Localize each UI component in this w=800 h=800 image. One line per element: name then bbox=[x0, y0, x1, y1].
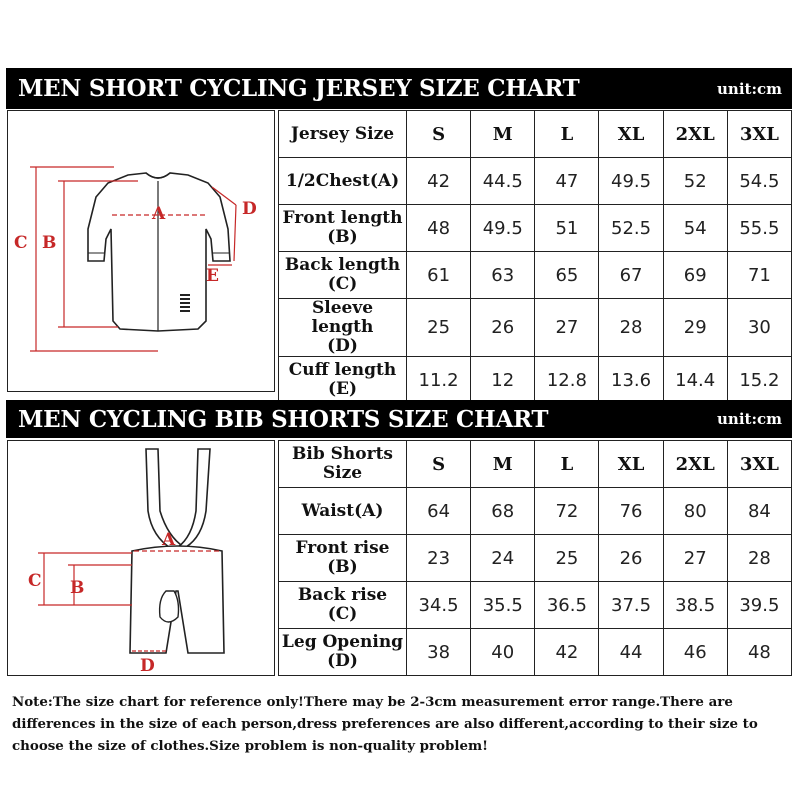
table-cell: 52 bbox=[663, 158, 727, 205]
table-cell: 38 bbox=[407, 629, 471, 676]
table-row bbox=[279, 252, 792, 299]
table-cell: 67 bbox=[599, 252, 663, 299]
table-cell: 36.5 bbox=[535, 582, 599, 629]
table-header-row bbox=[279, 111, 792, 158]
jersey-illustration bbox=[8, 111, 274, 391]
table-cell: 46 bbox=[663, 629, 727, 676]
bib-chart-title: MEN CYCLING BIB SHORTS SIZE CHART bbox=[18, 405, 549, 433]
table-cell: 71 bbox=[727, 252, 791, 299]
table-cell: 39.5 bbox=[727, 582, 791, 629]
size-header: 3XL bbox=[727, 441, 791, 488]
size-header: XL bbox=[599, 111, 663, 158]
jersey-size-header: Jersey Size bbox=[279, 111, 407, 158]
table-row bbox=[279, 205, 792, 252]
table-cell: 69 bbox=[663, 252, 727, 299]
table-row bbox=[279, 158, 792, 205]
table-cell: 44.5 bbox=[471, 158, 535, 205]
table-cell: 42 bbox=[535, 629, 599, 676]
row-label: Leg Opening (D) bbox=[279, 629, 407, 676]
table-cell: 34.5 bbox=[407, 582, 471, 629]
table-cell: 49.5 bbox=[471, 205, 535, 252]
table-cell: 51 bbox=[535, 205, 599, 252]
size-header: S bbox=[407, 441, 471, 488]
row-label: Back length (C) bbox=[279, 252, 407, 299]
jersey-label-c: C bbox=[14, 233, 28, 253]
table-cell: 40 bbox=[471, 629, 535, 676]
table-row bbox=[279, 535, 792, 582]
table-cell: 47 bbox=[535, 158, 599, 205]
bib-label-a: A bbox=[162, 530, 176, 550]
bib-chamois bbox=[160, 591, 179, 622]
note-line: Note:The size chart for reference only!There may be 2-3cm measurement error range.There are bbox=[12, 694, 733, 710]
table-row bbox=[279, 299, 792, 357]
table-cell: 84 bbox=[727, 488, 791, 535]
table-cell: 12.8 bbox=[535, 357, 599, 404]
jersey-unit-label: unit:cm bbox=[717, 79, 782, 98]
size-header: S bbox=[407, 111, 471, 158]
table-cell: 76 bbox=[599, 488, 663, 535]
table-cell: 28 bbox=[599, 299, 663, 357]
row-label: Waist(A) bbox=[279, 488, 407, 535]
table-cell: 26 bbox=[471, 299, 535, 357]
table-cell: 80 bbox=[663, 488, 727, 535]
table-cell: 12 bbox=[471, 357, 535, 404]
row-label: Back rise (C) bbox=[279, 582, 407, 629]
table-cell: 44 bbox=[599, 629, 663, 676]
table-cell: 25 bbox=[535, 535, 599, 582]
jersey-size-table bbox=[278, 110, 792, 404]
row-label: Front length (B) bbox=[279, 205, 407, 252]
table-cell: 63 bbox=[471, 252, 535, 299]
row-label: Cuff length (E) bbox=[279, 357, 407, 404]
bib-label-b: B bbox=[70, 578, 85, 598]
row-label: 1/2Chest(A) bbox=[279, 158, 407, 205]
bib-illustration bbox=[8, 441, 274, 675]
note-line: choose the size of clothes.Size problem is non-quality problem! bbox=[12, 738, 489, 754]
table-cell: 25 bbox=[407, 299, 471, 357]
table-cell: 55.5 bbox=[727, 205, 791, 252]
table-row bbox=[279, 629, 792, 676]
table-cell: 30 bbox=[727, 299, 791, 357]
table-cell: 14.4 bbox=[663, 357, 727, 404]
jersey-label-e: E bbox=[206, 266, 219, 286]
row-label: Sleeve length (D) bbox=[279, 299, 407, 357]
bib-unit-label: unit:cm bbox=[717, 410, 782, 428]
table-cell: 28 bbox=[727, 535, 791, 582]
table-cell: 65 bbox=[535, 252, 599, 299]
bib-chart-header bbox=[6, 400, 792, 438]
jersey-label-a: A bbox=[152, 204, 166, 224]
table-cell: 42 bbox=[407, 158, 471, 205]
table-cell: 38.5 bbox=[663, 582, 727, 629]
table-cell: 37.5 bbox=[599, 582, 663, 629]
table-header-row bbox=[279, 441, 792, 488]
table-cell: 27 bbox=[535, 299, 599, 357]
table-row bbox=[279, 582, 792, 629]
row-label: Front rise (B) bbox=[279, 535, 407, 582]
table-cell: 15.2 bbox=[727, 357, 791, 404]
table-cell: 26 bbox=[599, 535, 663, 582]
table-cell: 49.5 bbox=[599, 158, 663, 205]
size-note bbox=[12, 691, 792, 757]
bib-diagram bbox=[7, 440, 275, 676]
table-cell: 27 bbox=[663, 535, 727, 582]
jersey-label-b: B bbox=[42, 233, 57, 253]
table-cell: 48 bbox=[407, 205, 471, 252]
table-cell: 23 bbox=[407, 535, 471, 582]
jersey-outline bbox=[88, 173, 230, 331]
table-cell: 61 bbox=[407, 252, 471, 299]
table-cell: 68 bbox=[471, 488, 535, 535]
size-header: M bbox=[471, 441, 535, 488]
table-row bbox=[279, 357, 792, 404]
bib-label-c: C bbox=[28, 571, 42, 591]
size-header: L bbox=[535, 111, 599, 158]
table-cell: 11.2 bbox=[407, 357, 471, 404]
jersey-diagram bbox=[7, 110, 275, 392]
bib-size-table bbox=[278, 440, 792, 676]
table-cell: 72 bbox=[535, 488, 599, 535]
table-cell: 54 bbox=[663, 205, 727, 252]
size-header: M bbox=[471, 111, 535, 158]
size-header: 2XL bbox=[663, 441, 727, 488]
table-cell: 48 bbox=[727, 629, 791, 676]
size-header: L bbox=[535, 441, 599, 488]
table-cell: 64 bbox=[407, 488, 471, 535]
table-cell: 52.5 bbox=[599, 205, 663, 252]
jersey-chart-title: MEN SHORT CYCLING JERSEY SIZE CHART bbox=[18, 75, 580, 102]
bib-size-header: Bib Shorts Size bbox=[279, 441, 407, 488]
table-cell: 35.5 bbox=[471, 582, 535, 629]
size-header: 2XL bbox=[663, 111, 727, 158]
table-cell: 13.6 bbox=[599, 357, 663, 404]
table-row bbox=[279, 488, 792, 535]
bib-label-d: D bbox=[140, 656, 155, 675]
table-cell: 29 bbox=[663, 299, 727, 357]
size-header: 3XL bbox=[727, 111, 791, 158]
jersey-chart-header bbox=[6, 68, 792, 109]
size-header: XL bbox=[599, 441, 663, 488]
table-cell: 24 bbox=[471, 535, 535, 582]
jersey-label-d: D bbox=[242, 199, 257, 219]
note-line: differences in the size of each person,dress preferences are also different,according to their size to bbox=[12, 716, 758, 732]
table-cell: 54.5 bbox=[727, 158, 791, 205]
